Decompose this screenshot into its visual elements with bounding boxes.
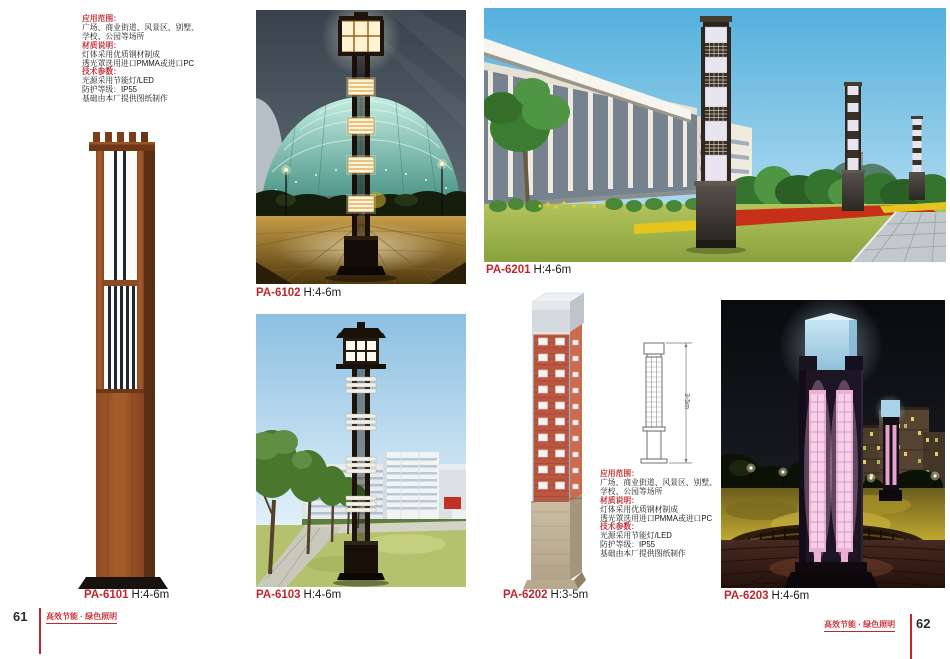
product-model: PA-6201	[486, 264, 531, 276]
product-model: PA-6101	[84, 589, 129, 601]
product-model: PA-6103	[256, 589, 301, 601]
info-line: 防护等级：IP55	[82, 85, 138, 95]
info-heading: 技术参数：	[600, 522, 639, 532]
info-line: 防护等级：IP55	[600, 540, 656, 550]
product-photo-pa6103	[256, 314, 466, 587]
lamp-outline-diagram	[622, 338, 707, 468]
product-height: H:4-6m	[771, 590, 810, 602]
product-label-pa6101	[84, 589, 169, 601]
info-heading: 应用范围：	[82, 14, 121, 23]
civic-building-scene	[484, 8, 946, 262]
lamp-pa6101-drawing	[62, 130, 182, 592]
lamp-render-pa6101	[62, 130, 182, 592]
info-line: 广场、商业街道、风景区、别墅、	[600, 477, 717, 487]
product-height: H:4-6m	[303, 589, 342, 601]
lamp-pa6202-drawing	[500, 288, 600, 590]
product-model: PA-6102	[256, 287, 301, 299]
page-number-left: 61	[13, 609, 28, 624]
product-height: H:4-6m	[131, 589, 170, 601]
info-line: 学校、公园等场所	[82, 31, 145, 41]
product-model: PA-6203	[724, 590, 769, 602]
product-label-pa6201	[486, 264, 571, 276]
product-model: PA-6202	[503, 589, 548, 601]
footer-slogan-left: 高效节能 · 绿色照明	[46, 611, 117, 624]
info-line: 基础由本厂提供图纸制作	[82, 94, 168, 104]
info-line: 广场、商业街道、风景区、别墅、	[82, 22, 199, 32]
footer-divider-right	[910, 614, 912, 659]
product-photo-pa6102	[256, 10, 466, 284]
page-number-right: 62	[916, 616, 931, 631]
info-heading: 材质说明：	[82, 40, 121, 50]
info-block-left	[82, 15, 199, 104]
info-heading: 技术参数：	[82, 67, 121, 77]
day-street-scene	[256, 314, 466, 587]
product-height: H:4-6m	[533, 264, 572, 276]
info-line: 基础由本厂提供图纸制作	[600, 549, 686, 559]
info-line: 灯体采用优质钢材制成	[600, 504, 678, 514]
lamp-render-pa6202	[500, 288, 600, 590]
product-height: H:4-6m	[303, 287, 342, 299]
info-heading: 材质说明：	[600, 495, 639, 505]
product-label-pa6203	[724, 590, 809, 602]
info-line: 透光罩选用进口PMMA或进口PC	[600, 513, 713, 523]
footer-slogan-right: 高效节能 · 绿色照明	[824, 619, 895, 632]
night-residential-scene	[721, 300, 945, 588]
night-plaza-scene	[256, 10, 466, 284]
product-photo-pa6203	[721, 300, 945, 588]
product-photo-pa6201	[484, 8, 946, 262]
info-line: 透光罩选用进口PMMA或进口PC	[82, 58, 195, 68]
dimension-label: 3-5m	[683, 393, 690, 409]
product-label-pa6103	[256, 589, 341, 601]
product-height: H:3-5m	[550, 589, 589, 601]
info-line: 学校、公园等场所	[600, 486, 663, 496]
info-block-right	[600, 470, 717, 559]
info-heading: 应用范围：	[600, 469, 639, 478]
info-line: 光源采用节能灯/LED	[600, 531, 672, 541]
footer-divider-left	[39, 608, 41, 654]
product-label-pa6202	[503, 589, 588, 601]
product-label-pa6102	[256, 287, 341, 299]
info-line: 光源采用节能灯/LED	[82, 76, 154, 86]
info-line: 灯体采用优质钢材制成	[82, 49, 160, 59]
dimension-drawing	[622, 338, 707, 468]
